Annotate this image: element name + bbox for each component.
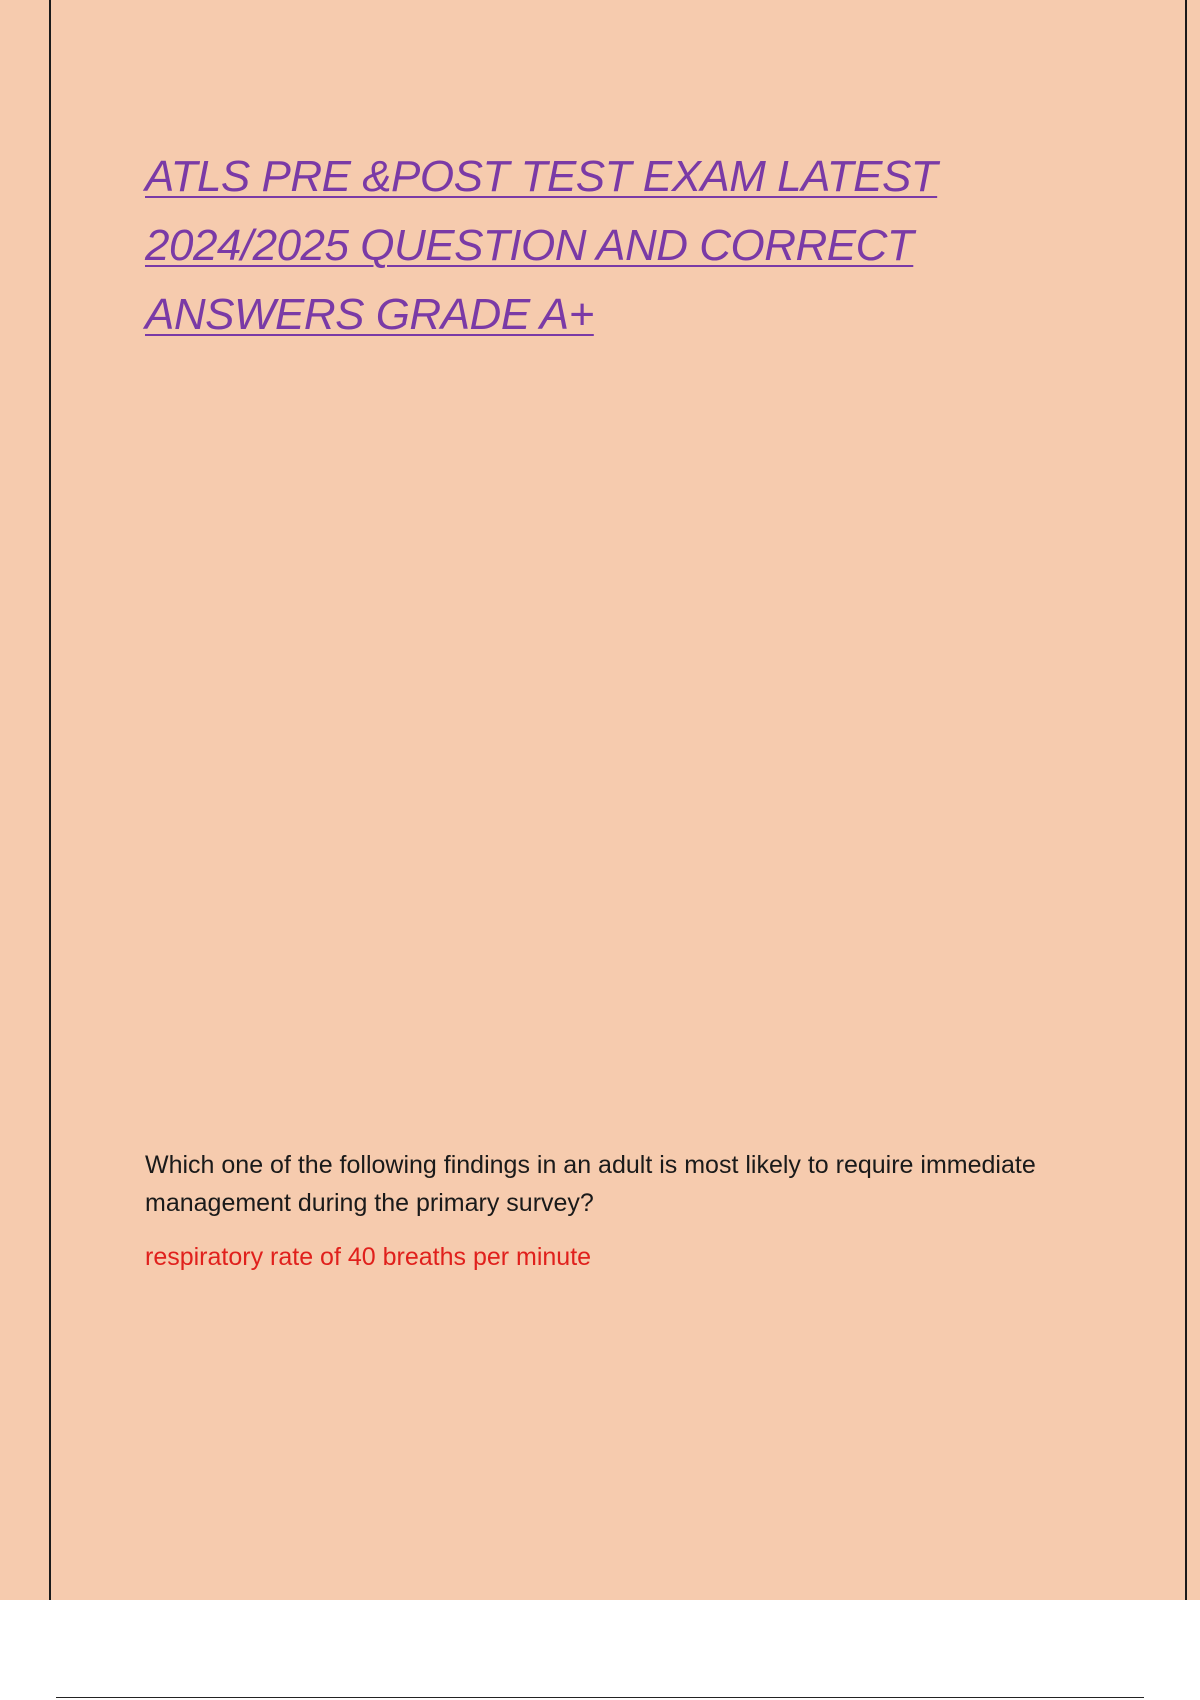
page-border-left [49, 0, 51, 1600]
title-line-1: ATLS PRE &POST TEST EXAM LATEST [145, 152, 938, 201]
document-title [145, 142, 1045, 349]
footer-divider [56, 1697, 1144, 1698]
title-line-2: 2024/2025 QUESTION AND CORRECT [145, 221, 914, 270]
answer-text: respiratory rate of 40 breaths per minute [145, 1243, 592, 1271]
page-border-right [1185, 0, 1187, 1600]
question-text: Which one of the following findings in an adult is most likely to require immediate management during the primary survey? [145, 1151, 1036, 1217]
title-line-3: ANSWERS GRADE A+ [145, 290, 594, 339]
